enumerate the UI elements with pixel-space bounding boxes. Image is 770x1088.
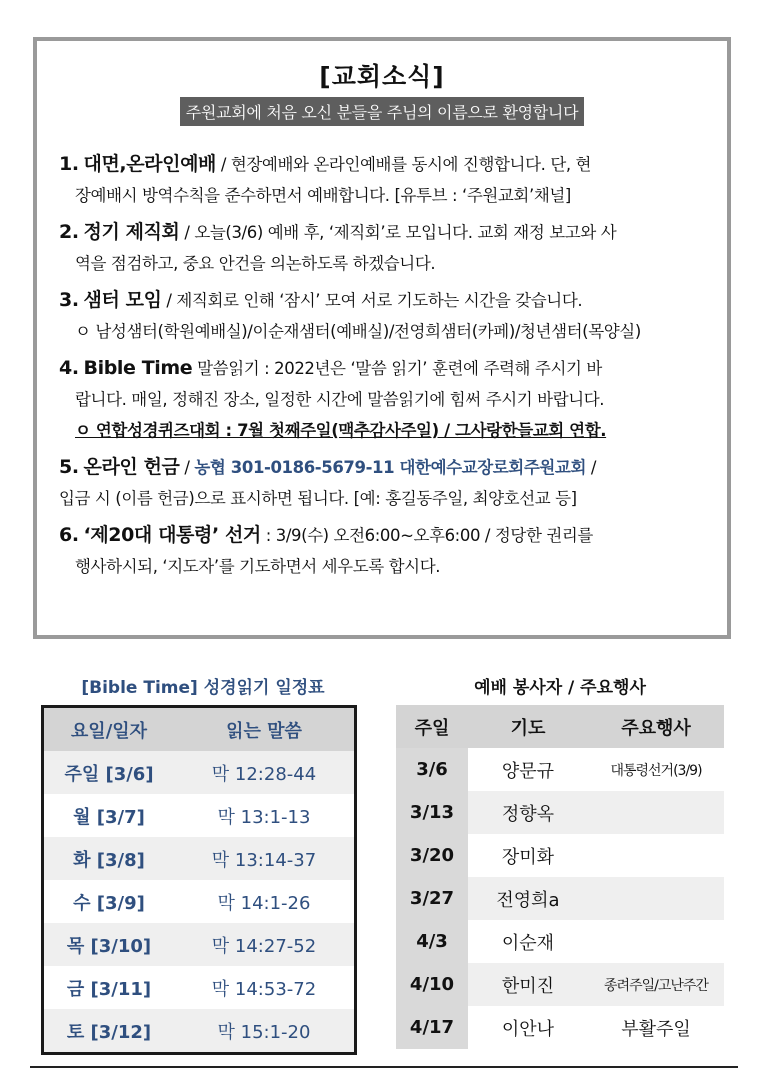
day-cell: 금 [3/11] [43, 966, 175, 1009]
week-cell: 4/3 [396, 920, 468, 963]
verse-cell: 막 14:1-26 [174, 880, 356, 923]
week-cell: 3/6 [396, 748, 468, 791]
column-header-event: 주요행사 [588, 705, 724, 748]
item-heading: 정기 제직회 [83, 221, 180, 243]
service-table-title: 예배 봉사자 / 주요행사 [474, 678, 646, 698]
reading-schedule-title: [Bible Time] 성경읽기 일정표 [81, 678, 325, 698]
table-header-row [396, 705, 724, 748]
verse-cell: 막 15:1-20 [174, 1009, 356, 1054]
prayer-cell: 이안나 [468, 1006, 588, 1049]
table-row [396, 920, 724, 963]
table-row [43, 880, 356, 923]
table-row [396, 748, 724, 791]
verse-cell: 막 13:14-37 [174, 837, 356, 880]
item-heading: 대면,온라인예배 [83, 153, 216, 175]
welcome-banner: 주원교회에 처음 오신 분들을 주님의 이름으로 환영합니다 [180, 97, 584, 126]
event-cell [588, 877, 724, 920]
item-number: 3. [59, 289, 79, 311]
item-number: 2. [59, 221, 79, 243]
item-body: / 오늘(3/6) 예배 후, ‘제직회’로 모입니다. 교회 재정 보고와 사 [179, 223, 617, 242]
item-number: 6. [59, 524, 79, 546]
item-heading: ‘제20대 대통령’ 선거 [83, 524, 261, 546]
item-number: 4. [59, 357, 79, 379]
table-header-row [43, 707, 356, 752]
week-cell: 3/13 [396, 791, 468, 834]
item-body: / 현장예배와 온라인예배를 동시에 진행합니다. 단, 현 [216, 155, 592, 174]
table-row [43, 837, 356, 880]
news-item-6 [59, 520, 713, 582]
church-news-box [33, 37, 731, 639]
week-cell: 4/17 [396, 1006, 468, 1049]
table-row [396, 963, 724, 1006]
news-item-1 [59, 149, 713, 211]
prayer-cell: 전영희a [468, 877, 588, 920]
day-cell: 화 [3/8] [43, 837, 175, 880]
bottom-divider [30, 1066, 738, 1068]
item-heading: Bible Time [83, 357, 193, 379]
item-continuation: 역을 점검하고, 중요 안건을 의논하도록 하겠습니다. [75, 254, 436, 273]
item-continuation: 랍니다. 매일, 정해진 장소, 일정한 시간에 말씀읽기에 힘써 주시기 바랍니다. [75, 390, 605, 409]
item-heading: 온라인 헌금 [83, 456, 180, 478]
item-heading: 샘터 모임 [83, 289, 162, 311]
item-number: 5. [59, 456, 79, 478]
prayer-cell: 이순재 [468, 920, 588, 963]
week-cell: 3/27 [396, 877, 468, 920]
column-header-verse: 읽는 말씀 [174, 707, 356, 752]
day-cell: 목 [3/10] [43, 923, 175, 966]
table-row [396, 791, 724, 834]
event-cell [588, 791, 724, 834]
item-body: : 3/9(수) 오전6:00~오후6:00 / 정당한 권리를 [260, 526, 593, 545]
event-cell [588, 834, 724, 877]
news-item-5 [59, 452, 713, 514]
table-row [396, 834, 724, 877]
item-continuation: 행사하시되, ‘지도자’를 기도하면서 세우도록 합시다. [75, 557, 441, 576]
day-cell: 수 [3/9] [43, 880, 175, 923]
prayer-cell: 정향옥 [468, 791, 588, 834]
news-item-3 [59, 285, 713, 347]
verse-cell: 막 14:53-72 [174, 966, 356, 1009]
item-body: / 제직회로 인해 ‘잠시’ 모여 서로 기도하는 시간을 갖습니다. [161, 291, 583, 310]
item-continuation: 장예배시 방역수칙을 준수하면서 예배합니다. [유투브 : ‘주원교회’채널] [75, 186, 571, 205]
day-cell: 주일 [3/6] [43, 751, 175, 794]
day-cell: 토 [3/12] [43, 1009, 175, 1054]
event-cell: 대통령선거(3/9) [588, 748, 724, 791]
day-cell: 월 [3/7] [43, 794, 175, 837]
table-row [396, 1006, 724, 1049]
table-row [43, 751, 356, 794]
service-volunteer-table [396, 705, 724, 1049]
table-row [43, 1009, 356, 1054]
prayer-cell: 한미진 [468, 963, 588, 1006]
prayer-cell: 양문규 [468, 748, 588, 791]
reading-schedule-table [41, 705, 357, 1055]
church-news-title: [교회소식] [319, 62, 445, 91]
item-bullet: ㅇ 연합성경퀴즈대회 : 7월 첫째주일(맥추감사주일) / 그사랑한들교회 연합. [75, 421, 607, 440]
verse-cell: 막 12:28-44 [174, 751, 356, 794]
table-row [396, 877, 724, 920]
news-items [59, 149, 713, 582]
item-separator: / [179, 458, 195, 477]
event-cell [588, 920, 724, 963]
item-bullet: ㅇ 남성샘터(학원예배실)/이순재샘터(예배실)/전영희샘터(카페)/청년샘터(목양실) [75, 322, 641, 341]
column-header-prayer: 기도 [468, 705, 588, 748]
news-item-2 [59, 217, 713, 279]
week-cell: 3/20 [396, 834, 468, 877]
item-continuation: 입금 시 (이름 헌금)으로 표시하면 됩니다. [예: 홍길동주일, 최양호선교 등] [59, 489, 577, 508]
event-cell: 종려주일/고난주간 [588, 963, 724, 1006]
event-cell: 부활주일 [588, 1006, 724, 1049]
item-body: 말씀읽기 : 2022년은 ‘말씀 읽기’ 훈련에 주력해 주시기 바 [192, 359, 602, 378]
prayer-cell: 장미화 [468, 834, 588, 877]
verse-cell: 막 13:1-13 [174, 794, 356, 837]
item-number: 1. [59, 153, 79, 175]
table-row [43, 794, 356, 837]
news-item-4 [59, 353, 713, 446]
bank-account: 농협 301-0186-5679-11 대한예수교장로회주원교회 [194, 458, 586, 477]
verse-cell: 막 14:27-52 [174, 923, 356, 966]
item-tail: / [586, 458, 597, 477]
column-header-week: 주일 [396, 705, 468, 748]
table-row [43, 923, 356, 966]
table-row [43, 966, 356, 1009]
column-header-day: 요일/일자 [43, 707, 175, 752]
week-cell: 4/10 [396, 963, 468, 1006]
